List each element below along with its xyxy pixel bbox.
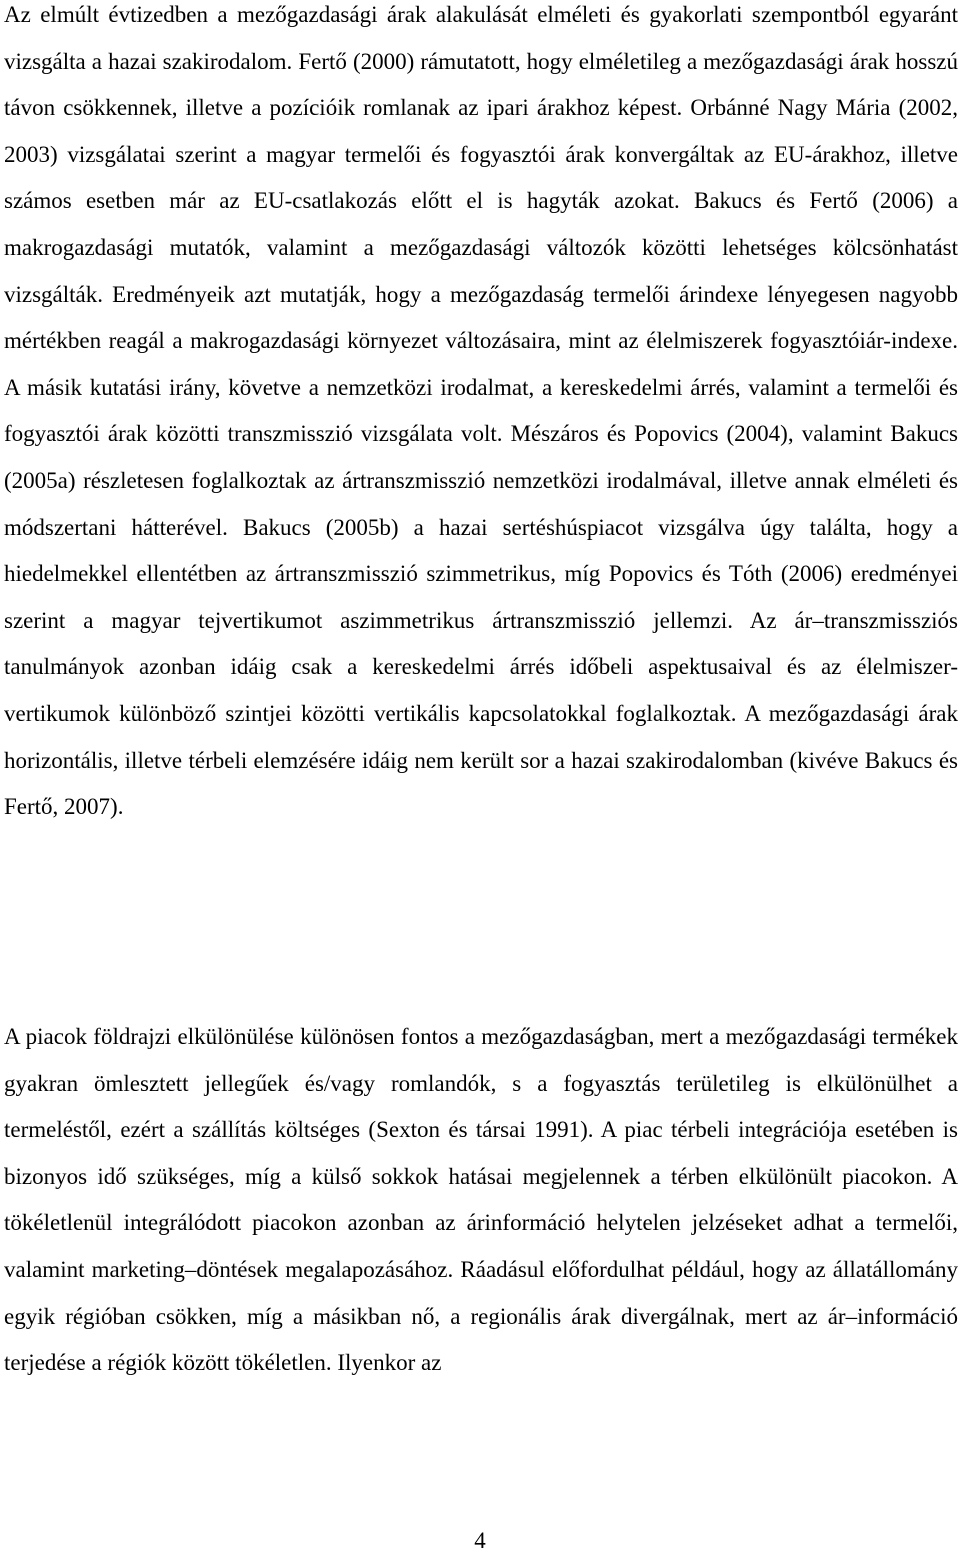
body-paragraph: A piacok földrajzi elkülönülése különösen fontos a mezőgazdaságban, mert a mezőgazdasági termékek gyakran ömlesztett jellegűek és/vagy romlandók, s a fogyasztás területileg is elkülönülhet a termeléstől, ezért a szállítás költséges (Sexton és társai 1991). A piac térbeli integrációja esetében is bizonyos idő szükséges, míg a külső sokkok hatásai megjelennek a térben elkülönült piacokon. A tökéletlenül integrálódott piacokon azonban az árinformáció helytelen jelzéseket adhat a termelői, valamint marketing–döntések megalapozásához. Ráadásul előfordulhat például, hogy az állatállomány egyik régióban csökken, míg a másikban nő, a regionális árak divergálnak, mert az ár–információ terjedése a régiók között tökéletlen. Ilyenkor az (4, 1024, 958, 1376)
page-number: 4 (474, 1528, 486, 1553)
body-paragraph: Az elmúlt évtizedben a mezőgazdasági árak alakulását elméleti és gyakorlati szempontból egyaránt vizsgálta a hazai szakirodalom. Fertő (2000) rámutatott, hogy elméletileg a mezőgazdasági árak hosszú távon csökkennek, illetve a pozícióik romlanak az ipari árakhoz képest. Orbánné Nagy Mária (2002, 2003) vizsgálatai szerint a magyar termelői és fogyasztói árak konvergáltak az EU-árakhoz, illetve számos esetben már az EU-csatlakozás előtt el is hagyták azokat. Bakucs és Fertő (2006) a makrogazdasági mutatók, valamint a mezőgazdasági változók közötti lehetséges kölcsönhatást vizsgálták. Eredményeik azt mutatják, hogy a mezőgazdaság termelői árindexe lényegesen nagyobb mértékben reagál a makrogazdasági környezet változásaira, mint az élelmiszerek fogyasztóiár-indexe. A másik kutatási irány, követve a nemzetközi irodalmat, a kereskedelmi árrés, valamint a termelői és fogyasztói árak közötti transzmisszió vizsgálata volt. Mészáros és Popovics (2004), valamint Bakucs (2005a) részletesen foglalkoztak az ártranszmisszió nemzetközi irodalmával, illetve annak elméleti és módszertani hátterével. Bakucs (2005b) a hazai sertéshúspiacot vizsgálva úgy találta, hogy a hiedelmekkel ellentétben az ártranszmisszió szimmetrikus, míg Popovics és Tóth (2006) eredményei szerint a magyar tejvertikumot aszimmetrikus ártranszmisszió jellemzi. Az ár–transzmissziós tanulmányok azonban idáig csak a kereskedelmi árrés időbeli aspektusaival és az élelmiszer-vertikumok különböző szintjei közötti vertikális kapcsolatokkal foglalkoztak. A mezőgazdasági árak horizontális, illetve térbeli elemzésére idáig nem került sor a hazai szakirodalomban (kivéve Bakucs és Fertő, 2007). (4, 2, 958, 820)
